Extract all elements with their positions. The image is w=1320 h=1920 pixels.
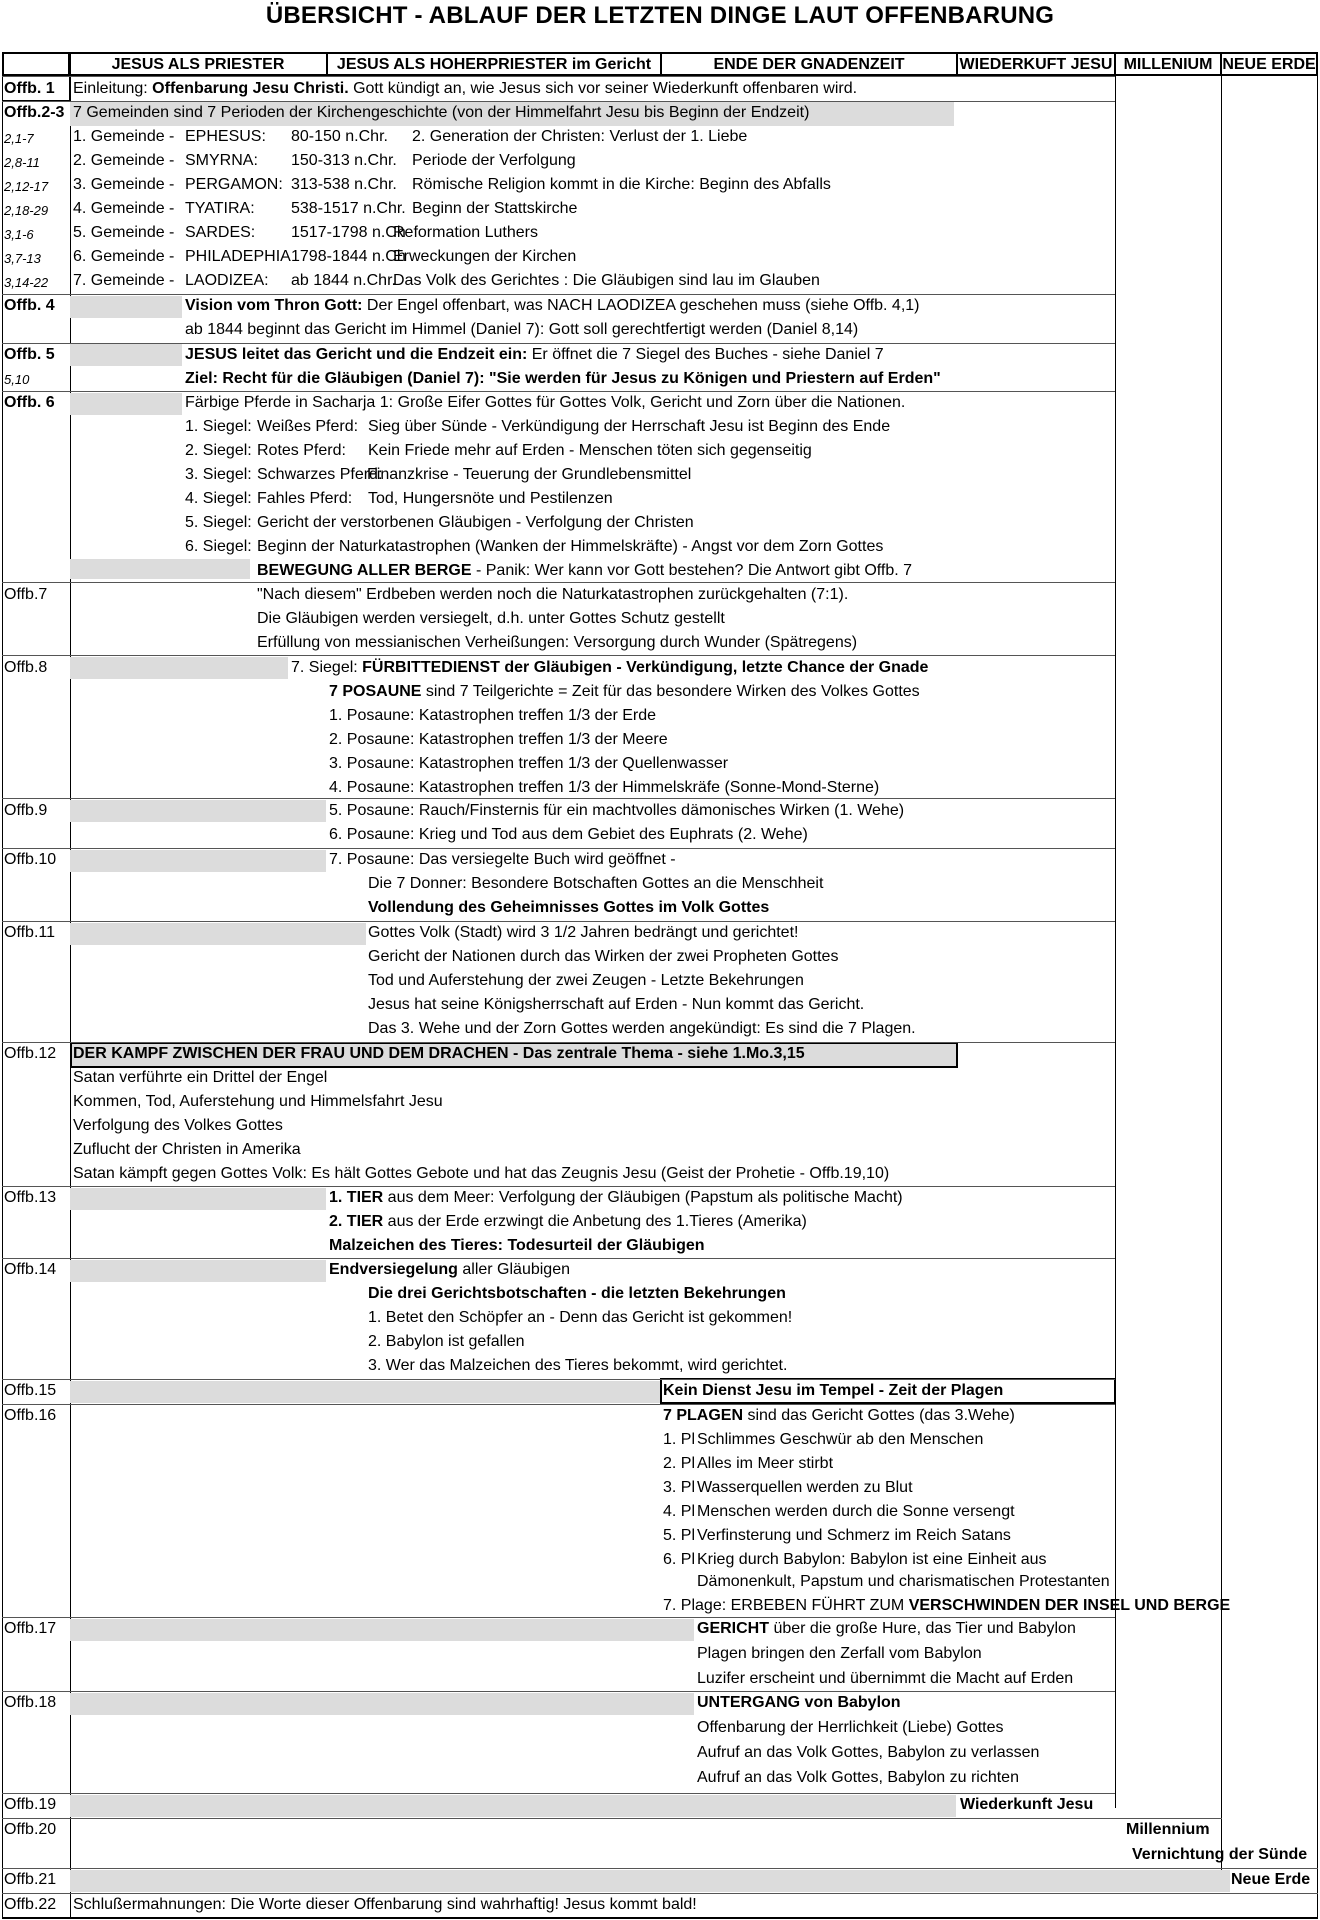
schluss-line: Schlußermahnungen: Die Worte dieser Offenbarung sind wahrhaftig! Jesus kommt bald! — [73, 1896, 697, 1913]
plage7-line — [663, 1597, 1230, 1615]
seal-description: Finanzkrise - Teuerung der Grundlebensmittel — [367, 466, 692, 483]
section-line — [2, 343, 1115, 344]
section-line — [2, 1868, 1318, 1869]
intro-line — [73, 80, 857, 98]
church-description: Erweckungen der Kirchen — [393, 248, 577, 265]
seal-description: Tod, Hungersnöte und Pestilenzen — [368, 490, 613, 507]
gray-filler — [70, 1693, 694, 1715]
section-line — [2, 921, 1115, 922]
seal-description: Sieg über Sünde - Verkündigung der Herrschaft Jesu ist Beginn des Ende — [368, 418, 891, 435]
church-period: 150-313 n.Chr. — [291, 152, 397, 169]
gray-filler — [70, 393, 182, 415]
row-label-offb11: Offb.11 — [4, 924, 55, 941]
koenigsherrschaft-line: Jesus hat seine Königsherrschaft auf Erden - Nun kommt das Gericht. — [368, 996, 865, 1013]
plague-number: 3. Pl — [663, 1479, 696, 1496]
church-period: 538-1517 n.Chr. — [291, 200, 406, 217]
posaune-item: 3. Posaune: Katastrophen treffen 1/3 der Quellenwasser — [329, 755, 729, 772]
grid-line-left — [2, 52, 3, 1918]
header-jesus-priester: JESUS ALS PRIESTER — [68, 52, 328, 76]
verse-label: 2,12-17 — [4, 179, 49, 194]
grid-line-right — [1317, 52, 1318, 1918]
tier2-rest: aus der Erde erzwingt die Anbetung des 1.Tieres (Amerika) — [383, 1213, 807, 1230]
gray-filler — [70, 1619, 694, 1641]
gerichtsbotschaften-line: Die drei Gerichtsbotschaften - die letzten Bekehrungen — [368, 1285, 786, 1302]
tier2-line — [329, 1213, 807, 1231]
posaune-item: 1. Posaune: Katastrophen treffen 1/3 der Erde — [329, 707, 657, 724]
seal-number: 3. Siegel: — [185, 466, 252, 483]
grid-line-wiederkunft — [1115, 76, 1116, 1808]
section-line — [2, 294, 1115, 295]
plague-number: 5. Pl — [663, 1527, 696, 1544]
endversiegelung-rest: aller Gläubigen — [457, 1261, 570, 1278]
botschaft-item: 2. Babylon ist gefallen — [368, 1333, 525, 1350]
row-label-offb4: Offb. 4 — [4, 297, 55, 314]
church-name: TYATIRA: — [185, 200, 255, 217]
neue-erde-line: Neue Erde — [1231, 1871, 1311, 1888]
section-line — [2, 76, 1115, 77]
row-label-offb21: Offb.21 — [4, 1871, 57, 1888]
seal-description: Kein Friede mehr auf Erden - Menschen töten sich gegenseitig — [368, 442, 812, 459]
row-label-offb20: Offb.20 — [4, 1821, 57, 1838]
plague-number: 2. Pl — [663, 1455, 696, 1472]
seal-number: 4. Siegel: — [185, 490, 252, 507]
versiegelt-line: Die Gläubigen werden versiegelt, d.h. unter Gottes Schutz gestellt — [257, 610, 725, 627]
jesus-leitet-line — [185, 346, 884, 364]
header-hoherpriester: JESUS ALS HOHERPRIESTER im Gericht — [326, 52, 662, 76]
row-label-offb10: Offb.10 — [4, 851, 57, 868]
gericht-rest: über die große Hure, das Tier und Babylon — [769, 1620, 1076, 1637]
plague-number: 1. Pl — [663, 1431, 696, 1448]
plage7-bold: VERSCHWINDEN DER INSEL UND BERGE — [908, 1597, 1231, 1614]
posaune-item: 7. Posaune: Das versiegelte Buch wird geöffnet - — [329, 851, 676, 868]
section-line — [2, 1793, 1115, 1794]
church-number: 1. Gemeinde - — [73, 128, 175, 145]
church-period: 313-538 n.Chr. — [291, 176, 397, 193]
siegel7-line — [291, 659, 928, 677]
vision-rest: Der Engel offenbart, was NACH LAODIZEA geschehen muss (siehe Offb. 4,1) — [362, 297, 920, 314]
church-name: LAODIZEA: — [185, 272, 269, 289]
intro-prefix: Einleitung: — [73, 80, 153, 97]
header-ende-gnadenzeit: ENDE DER GNADENZEIT — [660, 52, 958, 76]
malzeichen-line: Malzeichen des Tieres: Todesurteil der Gläubigen — [329, 1237, 705, 1254]
aufruf-verlassen-line: Aufruf an das Volk Gottes, Babylon zu verlassen — [697, 1744, 1040, 1761]
aufruf-richten-line: Aufruf an das Volk Gottes, Babylon zu richten — [697, 1769, 1019, 1786]
nach-diesem-line: "Nach diesem" Erdbeben werden noch die Naturkatastrophen zurückgehalten (7:1). — [257, 586, 849, 603]
tier1-rest: aus dem Meer: Verfolgung der Gläubigen (Papstum als politische Macht) — [383, 1189, 903, 1206]
posaune-bold: 7 POSAUNE — [329, 683, 422, 700]
row-label-offb19: Offb.19 — [4, 1796, 57, 1813]
gray-filler — [70, 1381, 660, 1403]
siegel7-prefix: 7. Siegel: — [291, 659, 363, 676]
gray-filler — [70, 559, 250, 579]
row-label-offb17: Offb.17 — [4, 1620, 57, 1637]
church-period: 1517-1798 n.Ch — [291, 224, 406, 241]
untergang-line: UNTERGANG von Babylon — [697, 1694, 901, 1711]
pferde-line: Färbige Pferde in Sacharja 1: Große Eifer Gottes für Gottes Volk, Gericht und Zorn über die Nationen. — [185, 394, 906, 411]
plague-number: 6. Pl — [663, 1551, 696, 1568]
section-line — [2, 1818, 1222, 1819]
ziel-line: Ziel: Recht für die Gläubigen (Daniel 7): "Sie werden für Jesus zu Königen und Priestern auf Erden" — [185, 370, 941, 387]
section-line — [2, 798, 1115, 799]
posaune-rest: sind 7 Teilgerichte = Zeit für das besondere Wirken des Volkes Gottes — [421, 683, 920, 700]
header-millenium: MILLENIUM — [1114, 52, 1222, 76]
row-label-offb14: Offb.14 — [4, 1261, 57, 1278]
gray-filler — [70, 657, 288, 679]
posaune-item: 2. Posaune: Katastrophen treffen 1/3 der Meere — [329, 731, 668, 748]
church-number: 3. Gemeinde - — [73, 176, 175, 193]
church-period: 1798-1844 n.Ch — [291, 248, 406, 265]
plagen-heading — [663, 1407, 1015, 1425]
luzifer-line: Luzifer erscheint und übernimmt die Macht auf Erden — [697, 1670, 1074, 1687]
row-label-offb15: Offb.15 — [4, 1382, 57, 1399]
vernichtung-line: Vernichtung der Sünde — [1132, 1846, 1308, 1863]
section-line — [2, 1042, 1115, 1043]
seal-horse: Weißes Pferd: — [257, 418, 359, 435]
church-name: SARDES: — [185, 224, 256, 241]
plage7-prefix: 7. Plage: ERBEBEN FÜHRT ZUM — [663, 1597, 909, 1614]
plagen-rest: sind das Gericht Gottes (das 3.Wehe) — [743, 1407, 1015, 1424]
posaune-item: 4. Posaune: Katastrophen treffen 1/3 der Himmelskräfe (Sonne-Mond-Sterne) — [329, 779, 880, 796]
jesus-leitet-rest: Er öffnet die 7 Siegel des Buches - siehe Daniel 7 — [527, 346, 884, 363]
plague-number: 4. Pl — [663, 1503, 696, 1520]
row-label-offb7: Offb.7 — [4, 586, 48, 603]
seal-number: 6. Siegel: — [185, 538, 252, 555]
grid-line-bottom — [2, 1917, 1318, 1919]
header-blank — [2, 52, 70, 76]
verse-label: 5,10 — [4, 372, 30, 387]
posaune-item: 5. Posaune: Rauch/Finsternis für ein machtvolles dämonisches Wirken (1. Wehe) — [329, 802, 905, 819]
daemonenkult-line: Dämonenkult, Papstum und charismatischen Protestanten — [697, 1573, 1110, 1590]
kampf-heading: DER KAMPF ZWISCHEN DER FRAU UND DEM DRACHEN - Das zentrale Thema - siehe 1.Mo.3,15 — [73, 1045, 805, 1062]
verse-label: 3,7-13 — [4, 251, 41, 266]
church-name: PERGAMON: — [185, 176, 283, 193]
section-line — [2, 1186, 1115, 1187]
vollendung-line: Vollendung des Geheimnisses Gottes im Volk Gottes — [368, 899, 770, 916]
donner-line: Die 7 Donner: Besondere Botschaften Gottes an die Menschheit — [368, 875, 824, 892]
gericht-himmel-line: ab 1844 beginnt das Gericht im Himmel (Daniel 7): Gott soll gerechtfertigt werden (Daniel 8,14) — [185, 321, 859, 338]
tier1-bold: 1. TIER — [329, 1189, 384, 1206]
header-neue-erde: NEUE ERDE — [1220, 52, 1318, 76]
section-line — [2, 1404, 1115, 1405]
gericht-hure-line — [697, 1620, 1076, 1638]
gray-filler — [70, 1795, 956, 1817]
posaune-intro-line — [329, 683, 920, 701]
row-label-offb16: Offb.16 — [4, 1407, 57, 1424]
seal-description: Beginn der Naturkatastrophen (Wanken der Himmelskräfte) - Angst vor dem Zorn Gottes — [257, 538, 884, 555]
gottes-volk-line: Gottes Volk (Stadt) wird 3 1/2 Jahren bedrängt und gerichtet! — [368, 924, 799, 941]
row-label-offb5: Offb. 5 — [4, 346, 55, 363]
seal-horse: Schwarzes Pferd: — [257, 466, 383, 483]
intro-rest: Gott kündigt an, wie Jesus sich vor seiner Wiederkunft offenbaren wird. — [348, 80, 858, 97]
section-line — [2, 655, 1115, 656]
kein-dienst-line: Kein Dienst Jesu im Tempel - Zeit der Plagen — [663, 1382, 1004, 1399]
row-label-offb13: Offb.13 — [4, 1189, 57, 1206]
siegel7-bold: FÜRBITTEDIENST der Gläubigen - Verkündigung, letzte Chance der Gnade — [362, 659, 929, 676]
wehe-line: Das 3. Wehe und der Zorn Gottes werden angekündigt: Es sind die 7 Plagen. — [368, 1020, 916, 1037]
church-name: EPHESUS: — [185, 128, 266, 145]
section-line — [2, 1893, 1318, 1894]
seal-horse: Fahles Pferd: — [257, 490, 353, 507]
section-line — [2, 582, 1115, 583]
seal-number: 5. Siegel: — [185, 514, 252, 531]
church-name: SMYRNA: — [185, 152, 258, 169]
gray-filler — [70, 344, 182, 366]
herrlichkeit-line: Offenbarung der Herrlichkeit (Liebe) Gottes — [697, 1719, 1004, 1736]
botschaft-item: 1. Betet den Schöpfer an - Denn das Gericht ist gekommen! — [368, 1309, 793, 1326]
gericht-nationen-line: Gericht der Nationen durch das Wirken der zwei Propheten Gottes — [368, 948, 839, 965]
vision-line — [185, 297, 920, 315]
satan-kaempft-line: Satan kämpft gegen Gottes Volk: Es hält Gottes Gebote und hat das Zeugnis Jesu (Geist der Prohetie - Offb.19,10) — [73, 1165, 890, 1182]
seal-horse: Rotes Pferd: — [257, 442, 346, 459]
row-label-offb22: Offb.22 — [4, 1896, 57, 1913]
row-label-offb12: Offb.12 — [4, 1045, 57, 1062]
plagen-bold: 7 PLAGEN — [663, 1407, 744, 1424]
bewegung-line — [257, 562, 912, 580]
wiederkunft-line: Wiederkunft Jesu — [960, 1796, 1094, 1813]
gray-filler — [70, 800, 326, 822]
verse-label: 2,1-7 — [4, 131, 34, 146]
row-label-offb2-3: Offb.2-3 — [4, 104, 65, 121]
section-line — [2, 1617, 1115, 1618]
gray-filler — [70, 1870, 1230, 1892]
vision-bold: Vision vom Thron Gott: — [185, 297, 363, 314]
row-label-offb8: Offb.8 — [4, 659, 48, 676]
church-number: 5. Gemeinde - — [73, 224, 175, 241]
section-line — [2, 1691, 1115, 1692]
tier2-bold: 2. TIER — [329, 1213, 384, 1230]
church-description: Römische Religion kommt in die Kirche: Beginn des Abfalls — [412, 176, 831, 193]
bewegung-rest: - Panik: Wer kann vor Gott bestehen? Die Antwort gibt Offb. 7 — [471, 562, 913, 579]
botschaft-item: 3. Wer das Malzeichen des Tieres bekommt, wird gerichtet. — [368, 1357, 788, 1374]
church-number: 7. Gemeinde - — [73, 272, 175, 289]
zeugen-line: Tod und Auferstehung der zwei Zeugen - Letzte Bekehrungen — [368, 972, 804, 989]
row-label-offb6: Offb. 6 — [4, 394, 55, 411]
church-description: 2. Generation der Christen: Verlust der 1. Liebe — [412, 128, 748, 145]
plague-description: Menschen werden durch die Sonne versengt — [697, 1503, 1015, 1520]
row-label-offb9: Offb.9 — [4, 802, 48, 819]
seal-number: 2. Siegel: — [185, 442, 252, 459]
church-number: 4. Gemeinde - — [73, 200, 175, 217]
verfolgung-line: Verfolgung des Volkes Gottes — [73, 1117, 283, 1134]
endversiegelung-bold: Endversiegelung — [329, 1261, 458, 1278]
seal-description: Gericht der verstorbenen Gläubigen - Verfolgung der Christen — [257, 514, 694, 531]
tier1-line — [329, 1189, 903, 1207]
verheissungen-line: Erfüllung von messianischen Verheißungen: Versorgung durch Wunder (Spätregens) — [257, 634, 858, 651]
gray-filler — [70, 923, 366, 945]
gray-filler — [70, 296, 182, 318]
header-wiederkunft: WIEDERKUFT JESU — [956, 52, 1116, 76]
posaune-item: 6. Posaune: Krieg und Tod aus dem Gebiet des Euphrats (2. Wehe) — [329, 826, 808, 843]
section-line — [2, 1379, 1115, 1380]
church-description: Das Volk des Gerichtes : Die Gläubigen sind lau im Glauben — [393, 272, 820, 289]
church-number: 6. Gemeinde - — [73, 248, 175, 265]
section-line — [2, 101, 1115, 102]
endversiegelung-line — [329, 1261, 570, 1279]
church-period: ab 1844 n.Chr. — [291, 272, 396, 289]
church-number: 2. Gemeinde - — [73, 152, 175, 169]
section-line — [2, 848, 1115, 849]
seal-number: 1. Siegel: — [185, 418, 252, 435]
millennium-line: Millennium — [1126, 1821, 1210, 1838]
plague-description: Wasserquellen werden zu Blut — [697, 1479, 913, 1496]
row-label-offb1: Offb. 1 — [4, 80, 55, 97]
church-description: Beginn der Stattskirche — [412, 200, 578, 217]
bewegung-bold: BEWEGUNG ALLER BERGE — [257, 562, 472, 579]
intro-bold: Offenbarung Jesu Christi. — [152, 80, 349, 97]
zuflucht-line: Zuflucht der Christen in Amerika — [73, 1141, 301, 1158]
satan-engel-line: Satan verführte ein Drittel der Engel — [73, 1069, 328, 1086]
section-line — [2, 1258, 1115, 1259]
row-label-offb18: Offb.18 — [4, 1694, 57, 1711]
gray-filler — [70, 1188, 326, 1210]
gray-filler — [70, 1260, 326, 1282]
verse-label: 2,18-29 — [4, 203, 49, 218]
church-name: PHILADEPHIA — [185, 248, 291, 265]
verse-label: 2,8-11 — [4, 155, 40, 170]
plague-description: Alles im Meer stirbt — [697, 1455, 834, 1472]
church-period: 80-150 n.Chr. — [291, 128, 388, 145]
kommen-line: Kommen, Tod, Auferstehung und Himmelsfahrt Jesu — [73, 1093, 443, 1110]
church-description: Reformation Luthers — [393, 224, 538, 241]
church-description: Periode der Verfolgung — [412, 152, 576, 169]
page-title: ÜBERSICHT - ABLAUF DER LETZTEN DINGE LAUT OFFENBARUNG — [265, 2, 1055, 29]
section-line — [2, 391, 1115, 392]
gray-filler — [70, 850, 326, 872]
plague-description: Verfinsterung und Schmerz im Reich Satans — [697, 1527, 1011, 1544]
plague-description: Krieg durch Babylon: Babylon ist eine Einheit aus — [697, 1551, 1047, 1568]
verse-label: 3,1-6 — [4, 227, 34, 242]
gericht-bold: GERICHT — [697, 1620, 769, 1637]
zerfall-line: Plagen bringen den Zerfall vom Babylon — [697, 1645, 982, 1662]
jesus-leitet-bold: JESUS leitet das Gericht und die Endzeit ein: — [185, 346, 528, 363]
plague-description: Schlimmes Geschwür ab den Menschen — [697, 1431, 984, 1448]
gemeinden-heading: 7 Gemeinden sind 7 Perioden der Kirchengeschichte (von der Himmelfahrt Jesu bis Beginn der Endzeit) — [73, 104, 810, 121]
verse-label: 3,14-22 — [4, 275, 49, 290]
